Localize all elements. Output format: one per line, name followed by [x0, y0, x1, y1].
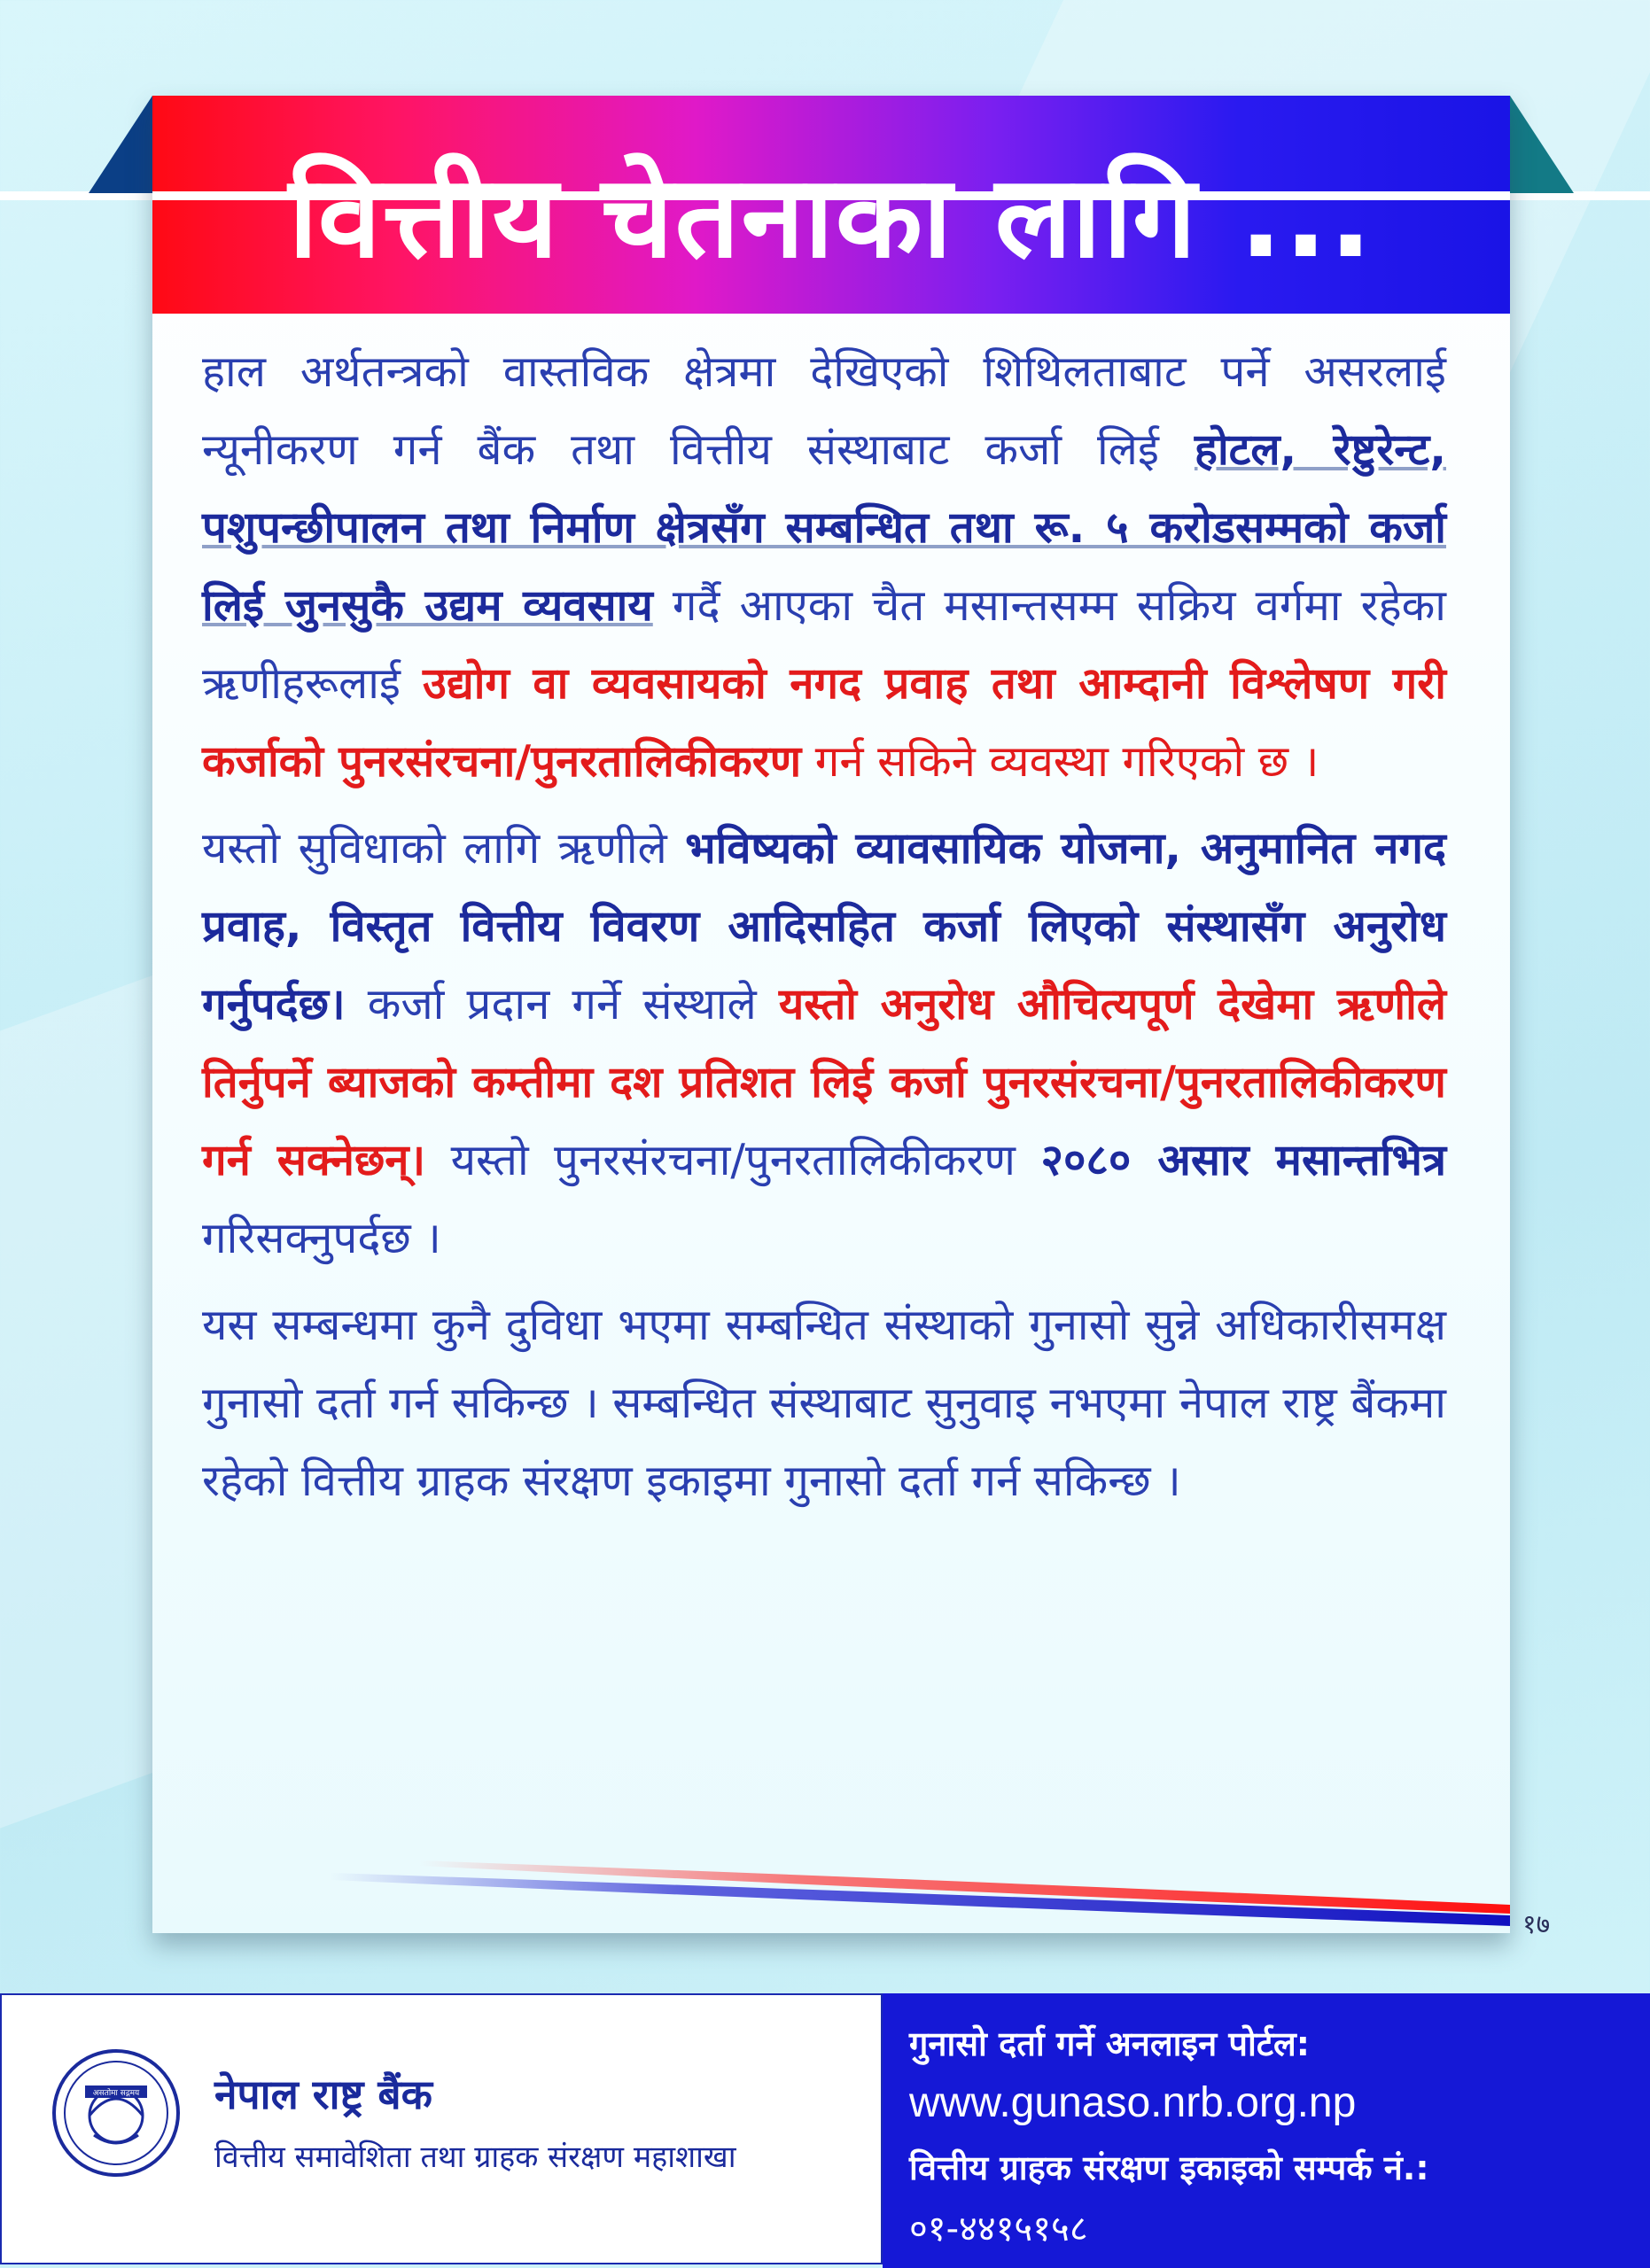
p2-deadline: २०८० असार मसान्तभित्र	[1040, 1135, 1446, 1185]
contact-number: ०१-४४१५१५८	[909, 2209, 1088, 2249]
footer-contact-panel	[883, 1993, 1650, 2268]
p1-text-2: गर्दै आएका चैत मसान्तसम्म सक्रिय वर्गमा रहेका ऋणीहरूलाई	[202, 580, 1446, 709]
content-card	[152, 96, 1510, 1933]
p1-text: हाल अर्थतन्त्रको वास्तविक क्षेत्रमा देखिएको शिथिलताबाट पर्ने असरलाई न्यूनीकरण गर्न बैंक तथा वित्तीय संस्थाबाट कर्जा लिई	[202, 346, 1446, 475]
footer-bank-panel	[0, 1993, 883, 2264]
page-number: १७	[1522, 1909, 1551, 1940]
ribbon-fold-right	[1510, 96, 1574, 193]
p2-highlight-blue: भविष्यको व्यावसायिक योजना, अनुमानित नगद प्रवाह, विस्तृत वित्तीय विवरण आदिसहित कर्जा लिएको संस्थासँग अनुरोध गर्नुपर्दछ।	[202, 823, 1446, 1029]
bottom-swoosh	[152, 1853, 1510, 1933]
portal-label: गुनासो दर्ता गर्ने अनलाइन पोर्टल:	[909, 2024, 1310, 2063]
paragraph-1	[202, 333, 1446, 801]
bank-name: नेपाल राष्ट्र बैंक	[214, 2070, 432, 2118]
seal-motto: असतोमा सद्गमय	[92, 2089, 140, 2098]
contact-label: वित्तीय ग्राहक संरक्षण इकाइको सम्पर्क नं.:	[909, 2148, 1429, 2187]
title-banner	[152, 96, 1510, 314]
ribbon-fold-left	[89, 96, 152, 193]
bank-department: वित्तीय समावेशिता तथा ग्राहक संरक्षण महाशाखा	[214, 2140, 736, 2175]
p2-highlight-red: यस्तो अनुरोध औचित्यपूर्ण देखेमा ऋणीले तिर्नुपर्ने ब्याजको कम्तीमा दश प्रतिशत लिई कर्जा पुनरसंरचना/पुनरतालिकीकरण गर्न सक्नेछन्।	[202, 979, 1446, 1185]
footer	[0, 1993, 1650, 2268]
paragraph-3	[202, 1286, 1446, 1520]
p2-text: यस्तो सुविधाको लागि ऋणीले	[202, 823, 686, 874]
p1-highlight-red: उद्योग वा व्यवसायको नगद प्रवाह तथा आम्दानी विश्लेषण गरी कर्जाको पुनरसंरचना/पुनरतालिकीकरण	[202, 658, 1446, 787]
nrb-seal-icon	[50, 2047, 183, 2179]
p1-highlight-blue: होटल, रेष्टुरेन्ट, पशुपन्छीपालन तथा निर्माण क्षेत्रसँग सम्बन्धित तथा रू. ५ करोडसम्मको कर्जा लिई जुनसुकै उद्यम व्यवसाय	[202, 424, 1446, 631]
p2-text-2: कर्जा प्रदान गर्ने संस्थाले	[345, 979, 779, 1029]
paragraph-2	[202, 810, 1446, 1278]
body-text	[202, 333, 1446, 1529]
p2-text-3: यस्तो पुनरसंरचना/पुनरतालिकीकरण	[425, 1135, 1041, 1185]
page-title: वित्तीय चेतनाका लागि ...	[288, 151, 1374, 284]
portal-url-link[interactable]: www.gunaso.nrb.org.np	[909, 2079, 1357, 2126]
p1-text-red: गर्न सकिने व्यवस्था गरिएको छ ।	[801, 736, 1319, 787]
p2-text-4: गरिसक्नुपर्दछ ।	[202, 1213, 441, 1263]
p3-text: यस सम्बन्धमा कुनै दुविधा भएमा सम्बन्धित संस्थाको गुनासो सुन्ने अधिकारीसमक्ष गुनासो दर्ता गर्न सकिन्छ । सम्बन्धित संस्थाबाट सुनुवाइ नभएमा नेपाल राष्ट्र बैंकमा रहेको वित्तीय ग्राहक संरक्षण इकाइमा गुनासो दर्ता गर्न सकिन्छ ।	[202, 1300, 1446, 1506]
